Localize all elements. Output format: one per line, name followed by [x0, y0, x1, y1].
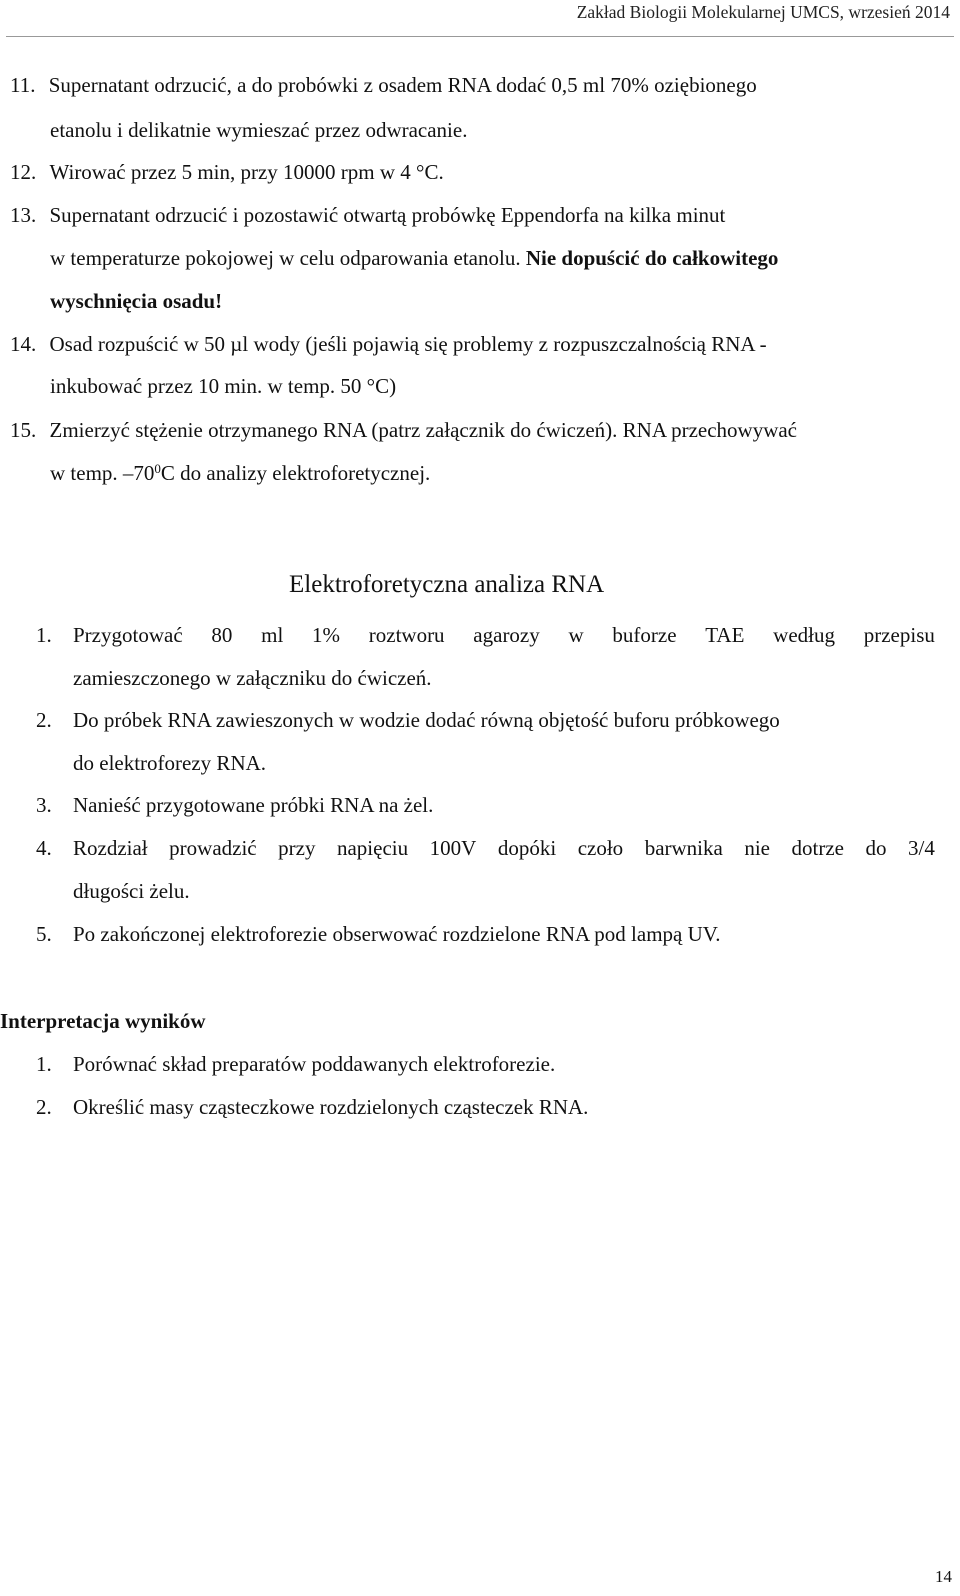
word: 100V	[429, 836, 477, 860]
step-13-line-3: wyschnięcia osadu!	[50, 289, 223, 313]
electro-item-2-line-1: Do próbek RNA zawieszonych w wodzie dodać równą objętość buforu próbkowego	[73, 708, 780, 732]
step-13-line-1	[10, 203, 725, 227]
word: dopóki	[497, 836, 557, 860]
step-text: Supernatant odrzucić, a do probówki z osadem RNA dodać 0,5 ml 70% oziębionego	[48, 73, 757, 97]
step-number: 11.	[10, 73, 36, 97]
step-11-line-1	[10, 73, 757, 97]
step-15-line-2	[50, 461, 430, 485]
header-rule	[6, 36, 954, 37]
step-text: w temp. –70	[50, 461, 155, 485]
electro-item-4-line-2: długości żelu.	[73, 879, 190, 903]
step-text: Zmierzyć stężenie otrzymanego RNA (patrz załącznik do ćwiczeń). RNA przechowywać	[49, 418, 797, 442]
electro-item-number: 4.	[36, 836, 52, 860]
step-text: Wirować przez 5 min, przy 10000 rpm w 4 °C.	[49, 160, 444, 184]
electro-item-1-line-2: zamieszczonego w załączniku do ćwiczeń.	[73, 666, 432, 690]
word: napięciu	[336, 836, 409, 860]
electro-item-1-line-1	[73, 623, 935, 647]
step-number: 14.	[10, 332, 37, 356]
electro-item-5-line-1: Po zakończonej elektroforezie obserwować rozdzielone RNA pod lampą UV.	[73, 922, 721, 946]
step-text: w temperaturze pokojowej w celu odparowania etanolu.	[50, 246, 526, 270]
word: prowadzić	[169, 836, 257, 860]
electro-item-number: 1.	[36, 623, 52, 647]
section-title-electrophoresis: Elektroforetyczna analiza RNA	[289, 571, 605, 598]
interpretation-item-number: 1.	[36, 1052, 52, 1076]
word: przy	[278, 836, 316, 860]
word: Przygotować	[73, 623, 183, 647]
word: czoło	[577, 836, 624, 860]
electro-item-4-line-1	[73, 836, 935, 860]
interpretation-item-1: Porównać skład preparatów poddawanych elektroforezie.	[73, 1052, 556, 1076]
step-14-line-1	[10, 332, 767, 356]
step-text: Supernatant odrzucić i pozostawić otwartą probówkę Eppendorfa na kilka minut	[49, 203, 726, 227]
interpretation-item-2: Określić masy cząsteczkowe rozdzielonych cząsteczek RNA.	[73, 1095, 589, 1119]
word: roztworu	[368, 623, 445, 647]
word: agarozy	[473, 623, 540, 647]
step-13-line-2	[50, 246, 778, 270]
word: nie	[744, 836, 770, 860]
superscript: 0	[154, 461, 161, 476]
step-11-line-2: etanolu i delikatnie wymieszać przez odwracanie.	[50, 118, 468, 142]
step-12-line-1	[10, 160, 444, 184]
word: 80	[211, 623, 233, 647]
page-number: 14	[935, 1567, 952, 1586]
electro-item-number: 5.	[36, 922, 52, 946]
step-text: Osad rozpuścić w 50 µl wody (jeśli pojawią się problemy z rozpuszczalnością RNA -	[49, 332, 767, 356]
word: 1%	[312, 623, 341, 647]
word: przepisu	[863, 623, 935, 647]
electro-item-3-line-1: Nanieść przygotowane próbki RNA na żel.	[73, 793, 434, 817]
word: buforze	[612, 623, 677, 647]
electro-item-2-line-2: do elektroforezy RNA.	[73, 751, 267, 775]
word: TAE	[705, 623, 745, 647]
word: dotrze	[791, 836, 844, 860]
interpretation-item-number: 2.	[36, 1095, 52, 1119]
section-title-interpretation: Interpretacja wyników	[0, 1009, 206, 1033]
word: ml	[261, 623, 284, 647]
electro-item-number: 3.	[36, 793, 52, 817]
word: 3/4	[908, 836, 935, 860]
word: Rozdział	[73, 836, 148, 860]
step-text: C do analizy elektroforetycznej.	[160, 461, 431, 485]
word: według	[773, 623, 835, 647]
word: barwnika	[644, 836, 723, 860]
step-14-line-2: inkubować przez 10 min. w temp. 50 °C)	[50, 374, 397, 398]
step-15-line-1	[10, 418, 797, 442]
warning-text: Nie dopuścić do całkowitego	[525, 246, 779, 270]
step-number: 12.	[10, 160, 37, 184]
word: do	[865, 836, 887, 860]
step-number: 13.	[10, 203, 37, 227]
step-number: 15.	[10, 418, 37, 442]
electro-item-number: 2.	[36, 708, 52, 732]
word: w	[568, 623, 584, 647]
running-header: Zakład Biologii Molekularnej UMCS, wrzesień 2014	[576, 2, 950, 22]
